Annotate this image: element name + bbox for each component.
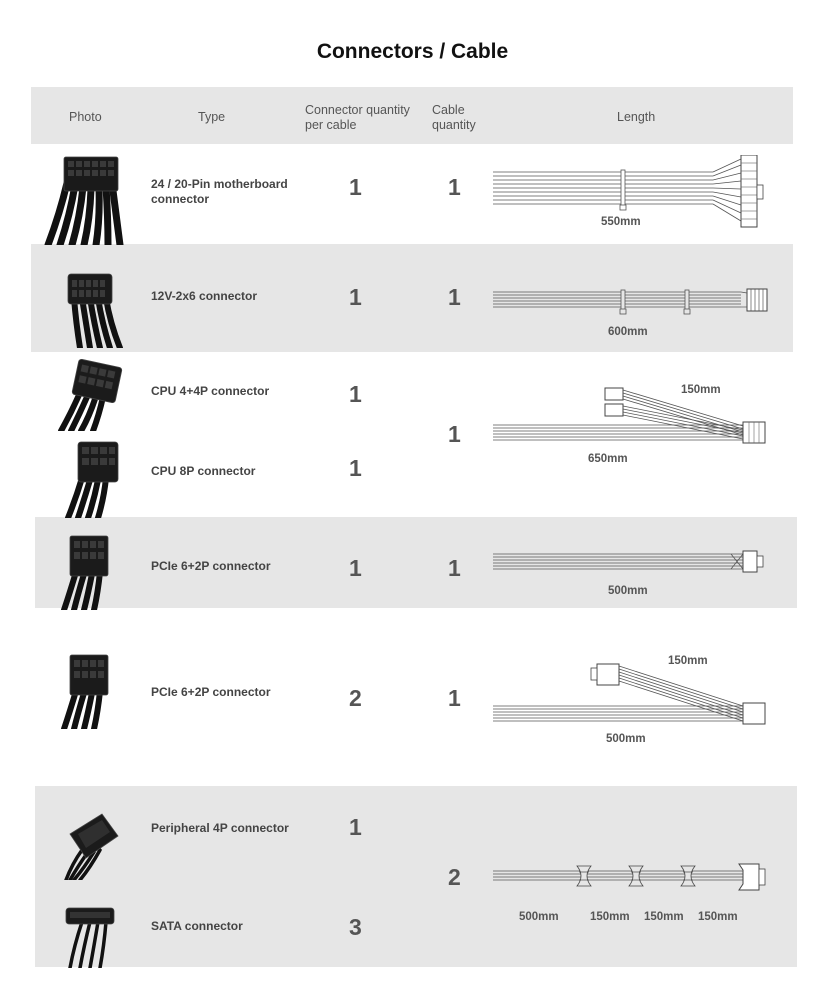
connector-quantity: 1: [349, 555, 362, 581]
cpu-8p-connector-photo: [62, 438, 128, 523]
table-header: [31, 87, 793, 144]
header-photo: Photo: [69, 110, 102, 124]
connector-quantity: 1: [349, 284, 362, 310]
header-connector-quantity: Connector quantity per cable: [305, 103, 410, 132]
cable-diagram-cpu: [493, 380, 773, 455]
header-length: Length: [617, 110, 656, 124]
cable-length: 550mm: [601, 216, 641, 228]
page-title: Connectors / Cable: [316, 40, 509, 63]
connector-type-label: 12V-2x6 connector: [151, 289, 258, 303]
cable-diagram-peripheral-sata: [493, 860, 773, 901]
connector-quantity: 2: [349, 685, 362, 711]
cable-length: 150mm: [668, 655, 708, 667]
cable-length: 500mm: [606, 733, 646, 745]
connector-type-label: SATA connector: [151, 919, 243, 933]
pcie-connector-photo: [60, 651, 126, 734]
cable-quantity: 2: [448, 864, 461, 890]
connector-type-label: CPU 4+4P connector: [151, 384, 270, 398]
cable-length: 500mm: [608, 585, 648, 597]
cable-length: 150mm: [644, 911, 684, 923]
cable-quantity: 1: [448, 555, 461, 581]
cable-quantity: 1: [448, 284, 461, 310]
connector-quantity: 1: [349, 455, 362, 481]
motherboard-connector-photo: [42, 153, 132, 250]
connector-quantity: 1: [349, 174, 362, 200]
cable-length: 650mm: [588, 453, 628, 465]
cable-diagram-pcie-single: [493, 547, 773, 582]
cable-quantity: 1: [448, 685, 461, 711]
cable-length: 150mm: [590, 911, 630, 923]
connector-type-label: PCIe 6+2P connector: [151, 559, 271, 573]
12v-2x6-connector-photo: [58, 268, 128, 353]
connector-type-label: 24 / 20-Pin motherboard connector: [151, 177, 288, 206]
sata-connector-photo: [60, 906, 120, 973]
header-type: Type: [198, 110, 226, 124]
connector-type-label: Peripheral 4P connector: [151, 821, 289, 835]
cpu-4plus4-connector-photo: [57, 357, 129, 436]
cable-length: 600mm: [608, 326, 648, 338]
header-cable-quantity: Cable quantity: [432, 103, 476, 132]
cable-length: 150mm: [698, 911, 738, 923]
cable-quantity: 1: [448, 421, 461, 447]
pcie-connector-photo: [60, 532, 126, 615]
cable-diagram-12v-2x6: [493, 285, 773, 330]
connector-quantity: 3: [349, 914, 362, 940]
cable-length: 150mm: [681, 384, 721, 396]
cable-diagram-pcie-dual: [493, 660, 773, 735]
connector-type-label: PCIe 6+2P connector: [151, 685, 271, 699]
cable-length: 500mm: [519, 911, 559, 923]
connector-quantity: 1: [349, 814, 362, 840]
connector-type-label: CPU 8P connector: [151, 464, 256, 478]
cable-quantity: 1: [448, 174, 461, 200]
connector-quantity: 1: [349, 381, 362, 407]
peripheral-4p-connector-photo: [56, 806, 120, 885]
